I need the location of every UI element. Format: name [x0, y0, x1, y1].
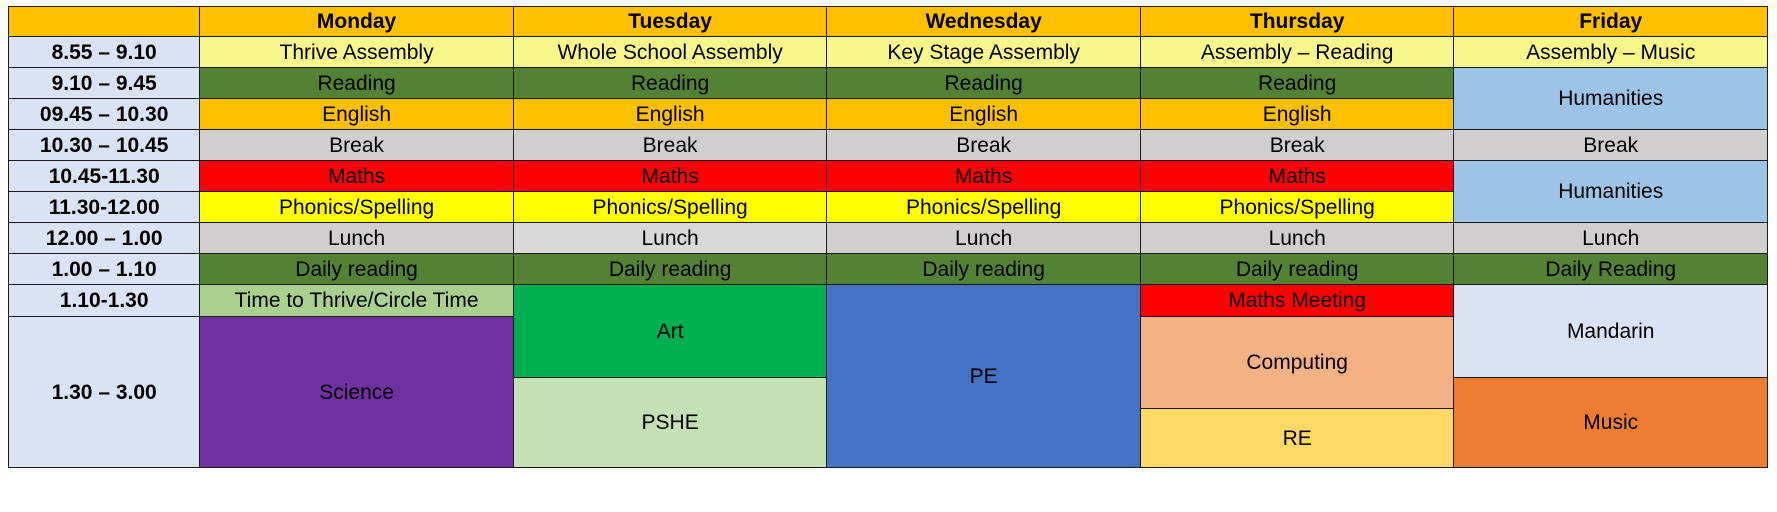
day-header-wednesday: Wednesday [827, 7, 1141, 37]
lesson-cell: Lunch [513, 223, 827, 254]
timetable-row [9, 223, 1768, 254]
lesson-cell: Art [513, 285, 827, 378]
time-slot: 9.10 – 9.45 [9, 68, 200, 99]
time-slot: 11.30-12.00 [9, 192, 200, 223]
time-slot: 1.30 – 3.00 [9, 317, 200, 468]
lesson-cell: Whole School Assembly [513, 37, 827, 68]
timetable-row [9, 254, 1768, 285]
lesson-cell: Daily reading [1140, 254, 1454, 285]
lesson-cell: Lunch [200, 223, 514, 254]
lesson-cell: Maths [827, 161, 1141, 192]
corner-cell [9, 7, 200, 37]
lesson-cell: RE [1140, 409, 1454, 468]
time-slot: 12.00 – 1.00 [9, 223, 200, 254]
lesson-cell: Daily Reading [1454, 254, 1768, 285]
weekly-timetable [8, 6, 1768, 468]
day-header-friday: Friday [1454, 7, 1768, 37]
lesson-cell: English [827, 99, 1141, 130]
lesson-cell: Break [513, 130, 827, 161]
lesson-cell: Phonics/Spelling [513, 192, 827, 223]
time-slot: 10.45-11.30 [9, 161, 200, 192]
lesson-cell: Maths Meeting [1140, 285, 1454, 317]
lesson-cell: Break [1140, 130, 1454, 161]
lesson-cell: Phonics/Spelling [1140, 192, 1454, 223]
timetable-row [9, 285, 1768, 317]
lesson-cell: Key Stage Assembly [827, 37, 1141, 68]
lesson-cell: Maths [513, 161, 827, 192]
header-row [9, 7, 1768, 37]
lesson-cell: English [513, 99, 827, 130]
lesson-cell: Break [1454, 130, 1768, 161]
lesson-cell: Time to Thrive/Circle Time [200, 285, 514, 317]
lesson-cell: Daily reading [827, 254, 1141, 285]
lesson-cell: PE [827, 285, 1141, 468]
timetable-row [9, 68, 1768, 99]
lesson-cell: Lunch [827, 223, 1141, 254]
timetable-row [9, 37, 1768, 68]
day-header-monday: Monday [200, 7, 514, 37]
lesson-cell: Assembly – Reading [1140, 37, 1454, 68]
lesson-cell: Maths [1140, 161, 1454, 192]
timetable-row [9, 161, 1768, 192]
timetable-container [8, 6, 1768, 468]
lesson-cell: Mandarin [1454, 285, 1768, 378]
lesson-cell: Assembly – Music [1454, 37, 1768, 68]
lesson-cell: Reading [513, 68, 827, 99]
lesson-cell: Phonics/Spelling [827, 192, 1141, 223]
timetable-row [9, 130, 1768, 161]
lesson-cell: Science [200, 317, 514, 468]
lesson-cell: Reading [200, 68, 514, 99]
day-header-tuesday: Tuesday [513, 7, 827, 37]
lesson-cell: Break [827, 130, 1141, 161]
lesson-cell: PSHE [513, 378, 827, 468]
lesson-cell: Humanities [1454, 161, 1768, 223]
lesson-cell: Thrive Assembly [200, 37, 514, 68]
time-slot: 8.55 – 9.10 [9, 37, 200, 68]
lesson-cell: Reading [827, 68, 1141, 99]
lesson-cell: Lunch [1140, 223, 1454, 254]
lesson-cell: Lunch [1454, 223, 1768, 254]
time-slot: 1.10-1.30 [9, 285, 200, 317]
lesson-cell: Maths [200, 161, 514, 192]
day-header-thursday: Thursday [1140, 7, 1454, 37]
lesson-cell: Reading [1140, 68, 1454, 99]
lesson-cell: English [1140, 99, 1454, 130]
time-slot: 1.00 – 1.10 [9, 254, 200, 285]
lesson-cell: Computing [1140, 317, 1454, 409]
lesson-cell: Music [1454, 378, 1768, 468]
lesson-cell: Phonics/Spelling [200, 192, 514, 223]
lesson-cell: Break [200, 130, 514, 161]
time-slot: 10.30 – 10.45 [9, 130, 200, 161]
lesson-cell: Daily reading [200, 254, 514, 285]
lesson-cell: English [200, 99, 514, 130]
time-slot: 09.45 – 10.30 [9, 99, 200, 130]
lesson-cell: Humanities [1454, 68, 1768, 130]
lesson-cell: Daily reading [513, 254, 827, 285]
